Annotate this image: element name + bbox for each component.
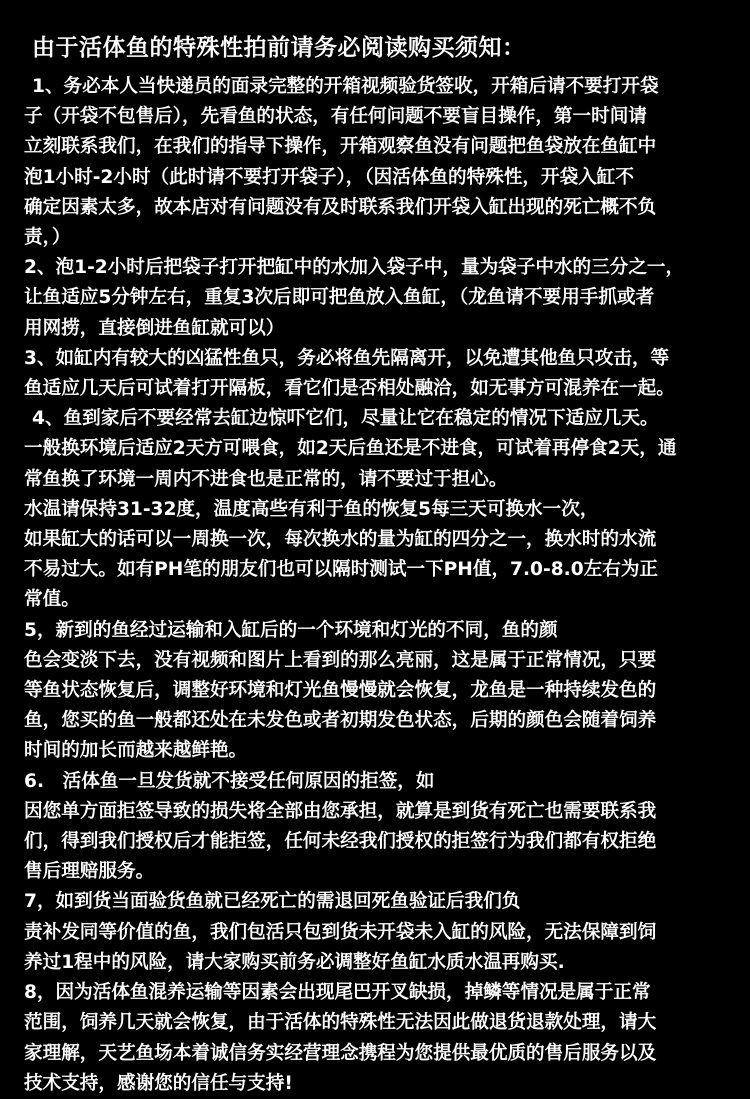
notice-line: 如果缸大的话可以一周换一次，每次换水的量为缸的四分之一，换水时的水流 (24, 529, 657, 551)
notice-line: 让鱼适应5分钟左右，重复3次后即可把鱼放入鱼缸，（龙鱼请不要用手抓或者 (24, 287, 655, 309)
notice-line: 7，如到货当面验货鱼就已经死亡的需退回死鱼验证后我们负 (24, 891, 521, 913)
notice-line: 售后理赔服务。 (24, 861, 155, 883)
notice-line: 常值。 (24, 589, 80, 611)
notice-line: 水温请保持31-32度，温度高些有利于鱼的恢复5每三天可换水一次， (24, 498, 599, 520)
notice-line: 2、泡1-2小时后把袋子打开把缸中的水加入袋子中，量为袋子中水的三分之一， (24, 257, 685, 279)
notice-line: 色会变淡下去，没有视频和图片上看到的那么亮丽，这是属于正常情况，只要 (24, 649, 657, 671)
purchase-notice (24, 30, 736, 1099)
notice-line: 鱼适应几天后可试着打开隔板，看它们是否相处融洽，如无事方可混养在一起。 (24, 378, 675, 400)
notice-line: 家理解，天艺鱼场本着诚信务实经营理念携程为您提供最优质的售后服务以及 (24, 1042, 657, 1064)
notice-line: 3、如缸内有较大的凶猛性鱼只，务必将鱼先隔离开，以免遭其他鱼只攻击，等 (24, 347, 670, 369)
notice-line: 8，因为活体鱼混养运输等因素会出现尾巴开叉缺损，掉鳞等情况是属于正常 (24, 982, 651, 1004)
notice-line: 泡1小时-2小时（此时请不要打开袋子），（因活体鱼的特殊性，开袋入缸不 (24, 166, 634, 188)
notice-line: 子（开袋不包售后），先看鱼的状态，有任何问题不要盲目操作，第一时间请 (24, 106, 647, 128)
notice-line: 时间的加长而越来越鲜艳。 (24, 740, 248, 762)
notice-line: 等鱼状态恢复后，调整好环境和灯光鱼慢慢就会恢复，龙鱼是一种持续发色的 (24, 680, 657, 702)
notice-line: 们，得到我们授权后才能拒签，任何未经我们授权的拒签行为我们都有权拒绝 (24, 831, 657, 853)
notice-title: 由于活体鱼的特殊性拍前请务必阅读购买须知： (32, 35, 526, 61)
notice-line: 一般换环境后适应2天方可喂食，如2天后鱼还是不进食，可试着再停食2天，通 (24, 438, 677, 460)
notice-line: 养过1程中的风险，请大家购买前务必调整好鱼缸水质水温再购买. (24, 951, 565, 973)
notice-line: 常鱼换了环境一周内不进食也是正常的，请不要过于担心。 (24, 468, 508, 490)
notice-body (24, 72, 736, 1099)
notice-line: 范围，饲养几天就会恢复，由于活体的特殊性无法因此做退货退款处理，请大 (24, 1012, 657, 1034)
notice-line: 责补发同等价值的鱼，我们包活只包到货未开袋未入缸的风险，无法保障到饲 (24, 921, 657, 943)
notice-line: 因您单方面拒签导致的损失将全部由您承担，就算是到货有死亡也需要联系我 (24, 800, 657, 822)
notice-line: 不易过大。如有PH笔的朋友们也可以隔时测试一下PH值，7.0-8.0左右为正 (24, 559, 659, 581)
notice-line: 1、务必本人当快递员的面录完整的开箱视频验货签收，开箱后请不要打开袋 (32, 76, 659, 97)
notice-line: 4、鱼到家后不要经常去缸边惊吓它们，尽量让它在稳定的情况下适应几天。 (32, 408, 659, 430)
notice-line: 确定因素太多，故本店对有问题没有及时联系我们开袋入缸出现的死亡概不负 (24, 196, 657, 218)
notice-line: 技术支持，感谢您的信任与支持! (24, 1072, 293, 1094)
notice-line: 6. 活体鱼一旦发货就不接受任何原因的拒签，如 (24, 770, 435, 792)
notice-line: 责，） (24, 227, 71, 249)
notice-line: 用网捞，直接倒进鱼缸就可以） (24, 317, 285, 339)
notice-line: 5，新到的鱼经过运输和入缸后的一个环境和灯光的不同，鱼的颜 (24, 619, 558, 641)
notice-line: 立刻联系我们，在我们的指导下操作，开箱观察鱼没有问题把鱼袋放在鱼缸中 (24, 136, 657, 158)
notice-line: 鱼，您买的鱼一般都还处在未发色或者初期发色状态，后期的颜色会随着饲养 (24, 710, 657, 732)
